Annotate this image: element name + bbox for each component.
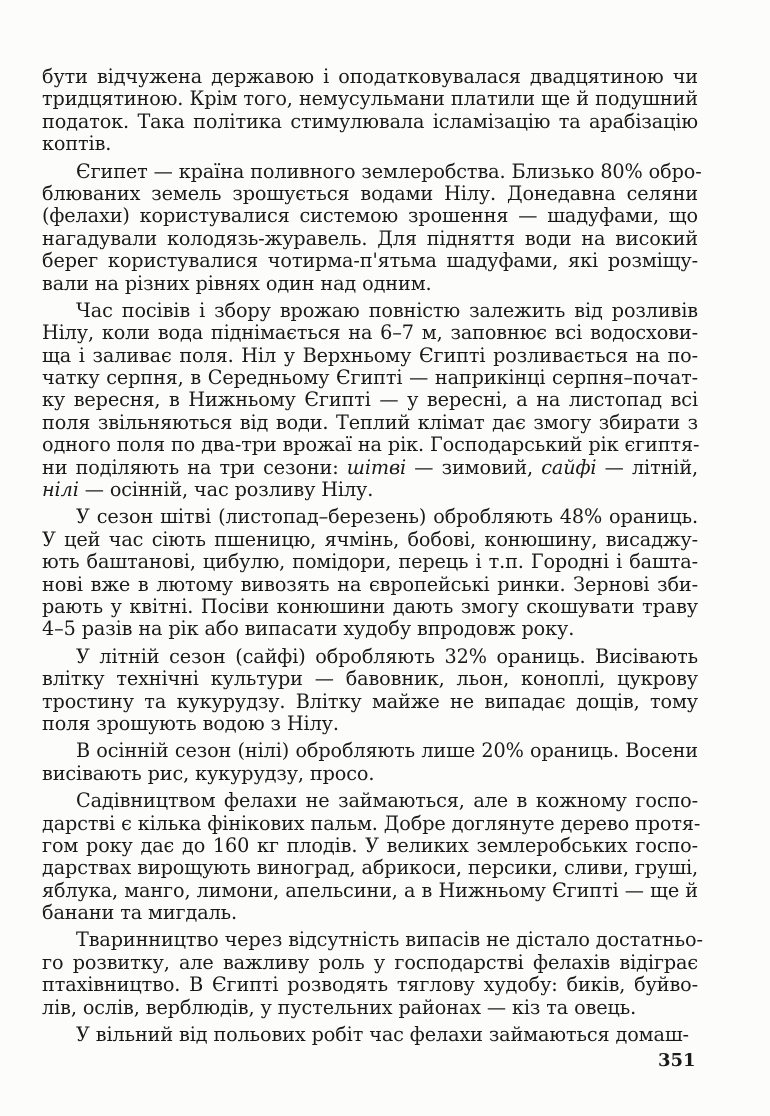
- text-line: птахівництво. В Єгипті розводять тяглову худобу: биків, буйво-: [42, 973, 698, 997]
- text-line: У літній сезон (сайфі) обробляють 32% ораниць. Висівають: [76, 644, 698, 668]
- paragraph: [42, 740, 698, 785]
- page-number: 351: [658, 1050, 696, 1071]
- text-line: 4–5 разів на рік або випасати худобу впродовж року.: [42, 617, 575, 641]
- paragraph: [42, 789, 701, 925]
- text-line: Нілу, коли вода піднімається на 6–7 м, заповнює всі водосхови-: [42, 321, 698, 345]
- text-line: Єгипет — країна поливного землеробства. Близько 80% обро-: [76, 159, 702, 183]
- text-line: податок. Така політика стимулювала ісламізацію та арабізацію: [42, 109, 698, 133]
- text-line: тридцятиною. Крім того, немусульмани платили ще й подушний: [42, 87, 698, 111]
- text-line: гом року дає до 160 кг плодів. У великих землеробських госпо-: [42, 833, 698, 857]
- text-line: вали на різних рівнях один над одним.: [42, 271, 432, 295]
- text-line: нагадували колодязь-журавель. Для підняття води на високий: [42, 226, 698, 250]
- text-line: ють баштанові, цибулю, помідори, перець і т.п. Городні і башта-: [42, 550, 698, 574]
- text-line: У вільний від польових робіт час фелахи займаються домаш-: [76, 1023, 689, 1047]
- text-line: ку вересня, в Нижньому Єгипті — у вересні, а на листопад всі: [42, 388, 698, 412]
- text-line: ща і заливає поля. Ніл у Верхньому Єгипті розливається на по-: [42, 343, 698, 367]
- page-body: [42, 65, 703, 1051]
- text-line: нілі — осінній, час розливу Нілу.: [42, 478, 374, 502]
- text-line: Час посівів і збору врожаю повністю залежить від розливів: [76, 298, 698, 322]
- paragraph: [42, 300, 698, 502]
- text-line: дарствах вирощують виноград, абрикоси, персики, сливи, груші,: [42, 856, 698, 880]
- paragraph: [42, 646, 698, 736]
- paragraph: [42, 159, 702, 295]
- text-line: коптів.: [42, 132, 112, 156]
- text-line: (фелахи) користувалися системою зрошення — шадуфами, що: [42, 204, 698, 228]
- text-line: дарстві є кілька фінікових пальм. Добре доглянуте дерево протя-: [42, 811, 701, 835]
- text-line: рають у квітні. Посіви конюшини дають змогу скошувати траву: [42, 594, 698, 618]
- text-line: Тваринництво через відсутність випасів не дістало достатньо-: [76, 928, 703, 952]
- text-line: ни поділяють на три сезони: шітві — зимовий, сайфі — літній,: [42, 455, 699, 479]
- text-line: блюваних земель зрошується водами Нілу. Донедавна селяни: [42, 181, 698, 205]
- paragraph: [42, 506, 698, 640]
- text-line: висівають рис, кукурудзу, просо.: [42, 761, 375, 785]
- text-line: бути відчужена державою і оподатковувалася двадцятиною чи: [42, 65, 698, 88]
- text-line: поля зрошують водою з Нілу.: [42, 711, 339, 735]
- text-line: поля звільняються від води. Теплий клімат дає змогу збирати з: [42, 410, 698, 434]
- text-line: берег користувалися чотирма-п'ятьма шадуфами, які розміщу-: [42, 249, 698, 273]
- text-line: влітку технічні культури — бавовник, льон, коноплі, цукрову: [42, 667, 698, 691]
- text-line: тростину та кукурудзу. Влітку майже не випадає дощів, тому: [42, 689, 698, 713]
- text-line: У сезон шітві (листопад–березень) обробляють 48% ораниць.: [76, 505, 698, 529]
- text-line: одного поля по два-три врожаї на рік. Господарський рік єгиптя-: [42, 433, 700, 457]
- text-line: В осінній сезон (нілі) обробляють лише 20% ораниць. Восени: [76, 739, 698, 763]
- text-line: банани та мигдаль.: [42, 901, 238, 925]
- text-line: чатку серпня, в Середньому Єгипті — наприкінці серпня–почат-: [42, 366, 698, 390]
- text-line: У цей час сіють пшеницю, ячмінь, бобові, конюшину, висаджу-: [42, 527, 698, 551]
- text-line: нові вже в лютому вивозять на європейські ринки. Зернові зби-: [42, 572, 698, 596]
- text-line: яблука, манго, лимони, апельсини, а в Нижньому Єгипті — ще й: [42, 878, 698, 902]
- paragraph: [42, 66, 698, 156]
- paragraph: [42, 928, 703, 1019]
- paragraph: [42, 1024, 698, 1046]
- text-line: лів, ослів, верблюдів, у пустельних районах — кіз та овець.: [42, 995, 637, 1019]
- text-line: Садівництвом фелахи не займаються, але в кожному госпо-: [76, 789, 698, 813]
- text-line: го розвитку, але важливу роль у господарстві фелахів відіграє: [42, 950, 698, 974]
